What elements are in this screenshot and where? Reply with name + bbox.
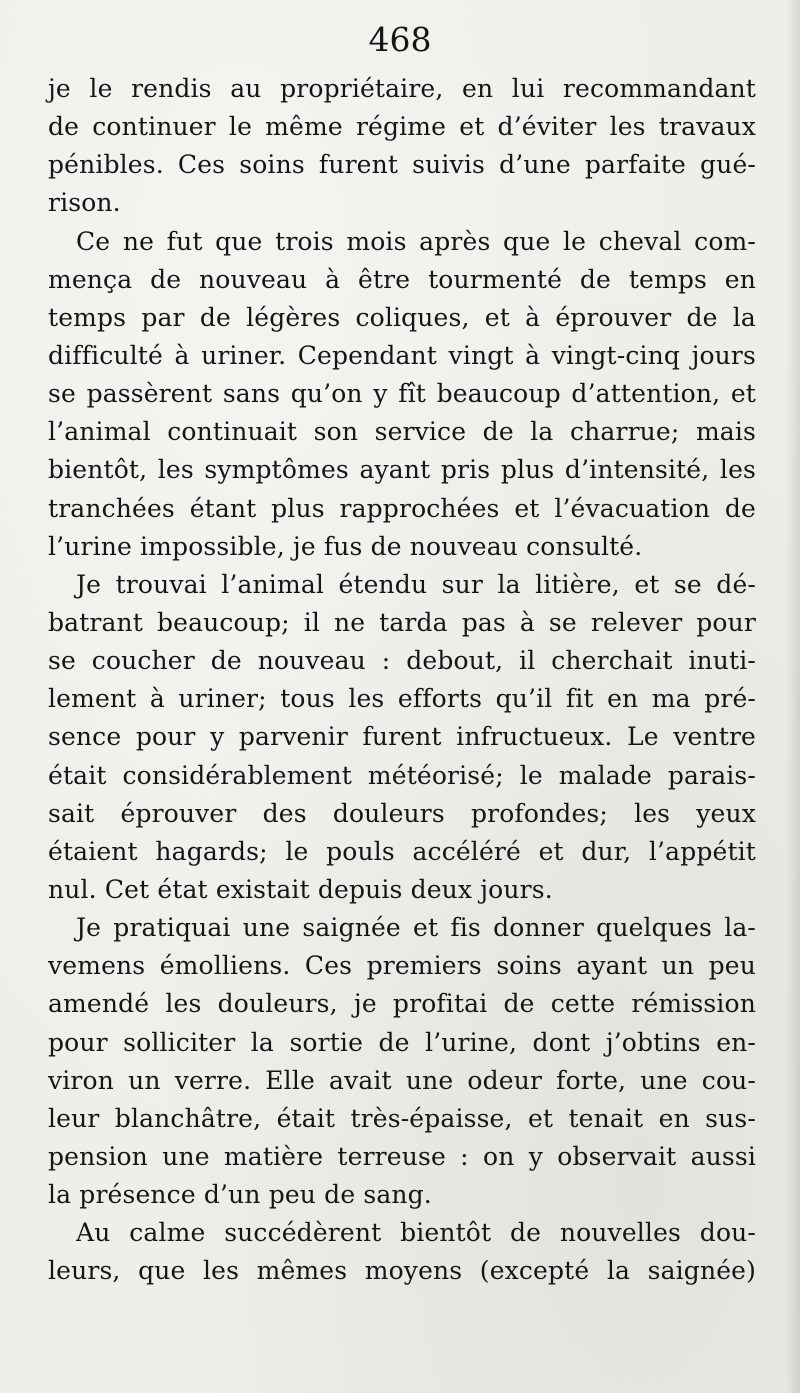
- page-edge-shadow: [786, 0, 800, 1393]
- text-line: pénibles. Ces soins furent suivis d’une parfaite gué-: [48, 150, 756, 180]
- text-line: l’urine impossible, je fus de nouveau consulté.: [48, 531, 643, 561]
- text-line: lement à uriner; tous les efforts qu’il fit en ma pré-: [48, 684, 756, 714]
- text-line: batrant beaucoup; il ne tarda pas à se relever pour: [48, 607, 756, 637]
- text-line: de continuer le même régime et d’éviter les travaux: [48, 112, 756, 142]
- text-line: se coucher de nouveau : debout, il cherchait inuti-: [48, 646, 756, 676]
- text-line: Ce ne fut que trois mois après que le cheval com-: [76, 226, 756, 256]
- text-line: bientôt, les symptômes ayant pris plus d’intensité, les: [48, 455, 756, 485]
- text-line: vemens émolliens. Ces premiers soins ayant un peu: [48, 951, 756, 981]
- text-line: temps par de légères coliques, et à éprouver de la: [48, 302, 756, 332]
- text-line: était considérablement météorisé; le malade parais-: [48, 760, 756, 790]
- text-line: nul. Cet état existait depuis deux jours.: [48, 874, 553, 904]
- text-line: pour solliciter la sortie de l’urine, dont j’obtins en-: [48, 1027, 756, 1057]
- page-number: 468: [368, 20, 432, 59]
- body-text: [48, 70, 756, 1291]
- text-line: Je pratiquai une saignée et fis donner quelques la-: [76, 913, 756, 943]
- text-line: je le rendis au propriétaire, en lui recommandant: [48, 74, 756, 103]
- text-line: amendé les douleurs, je profitai de cette rémission: [48, 989, 756, 1019]
- text-line: sence pour y parvenir furent infructueux. Le ventre: [48, 722, 756, 752]
- text-line: Au calme succédèrent bientôt de nouvelles dou-: [76, 1218, 756, 1248]
- text-line: l’animal continuait son service de la charrue; mais: [48, 417, 756, 447]
- text-line: viron un verre. Elle avait une odeur forte, une cou-: [48, 1065, 756, 1095]
- text-line: étaient hagards; le pouls accéléré et dur, l’appétit: [48, 836, 756, 866]
- text-line: se passèrent sans qu’on y fît beaucoup d’attention, et: [48, 379, 756, 409]
- text-line: leurs, que les mêmes moyens (excepté la saignée): [48, 1256, 756, 1286]
- text-line: sait éprouver des douleurs profondes; les yeux: [48, 798, 756, 828]
- text-line: rison.: [48, 188, 121, 218]
- text-line: la présence d’un peu de sang.: [48, 1180, 432, 1210]
- text-line: mença de nouveau à être tourmenté de temps en: [48, 264, 756, 294]
- text-line: leur blanchâtre, était très-épaisse, et tenait en sus-: [48, 1103, 756, 1133]
- text-line: pension une matière terreuse : on y observait aussi: [48, 1141, 756, 1171]
- text-line: difficulté à uriner. Cependant vingt à vingt-cinq jours: [48, 340, 756, 370]
- text-line: tranchées étant plus rapprochées et l’évacuation de: [48, 493, 756, 523]
- text-line: Je trouvai l’animal étendu sur la litière, et se dé-: [76, 569, 756, 599]
